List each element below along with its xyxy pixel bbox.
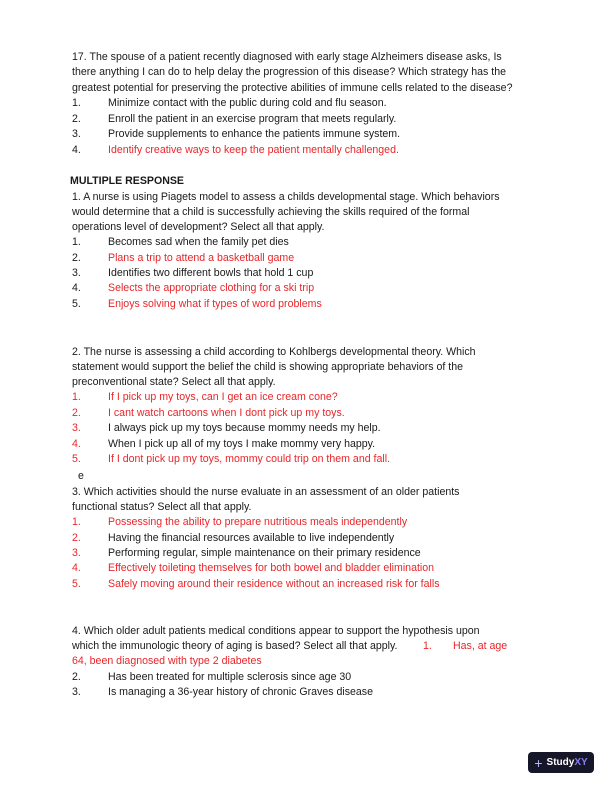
option-text-answer: If I dont pick up my toys, mommy could trip on them and fall.	[108, 453, 391, 465]
section-heading: MULTIPLE RESPONSE	[70, 175, 184, 187]
option-number: 1.	[72, 97, 81, 109]
question-stem: operations level of development? Select all that apply.	[72, 221, 325, 233]
option-number: 1.	[72, 236, 81, 248]
option-number: 2.	[72, 113, 81, 125]
question-stem: would determine that a child is successfully achieving the skills required of the formal	[72, 206, 470, 218]
question-stem: which the immunologic theory of aging is based? Select all that apply.	[72, 640, 398, 652]
option-number: 2.	[72, 252, 81, 264]
option-number: 5.	[72, 298, 81, 310]
question-stem: statement would support the belief the child is showing appropriate behaviors of the	[72, 361, 464, 373]
option-text-answer: Plans a trip to attend a basketball game	[108, 252, 295, 264]
option-text: Identifies two different bowls that hold 1 cup	[108, 267, 314, 279]
option-text-answer: Has, at age	[453, 640, 508, 652]
option-text: Provide supplements to enhance the patients immune system.	[108, 128, 401, 140]
option-number: 4.	[72, 438, 81, 450]
option-text-answer: Safely moving around their residence without an increased risk for falls	[108, 578, 440, 590]
option-text-answer: Identify creative ways to keep the patient mentally challenged.	[108, 144, 399, 156]
brand-text: Study	[546, 757, 575, 768]
option-text: Performing regular, simple maintenance on their primary residence	[108, 547, 421, 559]
option-number: 2.	[72, 532, 81, 544]
question-stem: 17. The spouse of a patient recently diagnosed with early stage Alzheimers disease asks, Is	[72, 51, 502, 63]
option-number: 5.	[72, 578, 81, 590]
option-text-answer: If I pick up my toys, can I get an ice cream cone?	[108, 391, 338, 403]
option-number: 1.	[72, 516, 81, 528]
option-number: 1.	[423, 640, 432, 652]
question-stem: functional status? Select all that apply.	[72, 501, 252, 513]
option-number: 4.	[72, 144, 81, 156]
question-stem: preconventional state? Select all that apply.	[72, 376, 276, 388]
option-text-answer: 64, been diagnosed with type 2 diabetes	[72, 655, 262, 667]
option-text: Becomes sad when the family pet dies	[108, 236, 289, 248]
option-text: Enroll the patient in an exercise program that meets regularly.	[108, 113, 397, 125]
option-text: Minimize contact with the public during cold and flu season.	[108, 97, 387, 109]
option-number: 3.	[72, 267, 81, 279]
option-number: 2.	[72, 671, 81, 683]
option-text: Having the financial resources available to live independently	[108, 532, 395, 544]
option-number: 3.	[72, 422, 81, 434]
option-number: 4.	[72, 282, 81, 294]
option-number: 3.	[72, 547, 81, 559]
option-number: 3.	[72, 686, 81, 698]
option-text: When I pick up all of my toys I make mommy very happy.	[108, 438, 376, 450]
option-text-answer: Effectively toileting themselves for both bowel and bladder elimination	[108, 562, 435, 574]
question-stem: there anything I can do to help delay the progression of this disease? Which strategy has the	[72, 66, 507, 78]
question-stem: 4. Which older adult patients medical conditions appear to support the hypothesis upon	[72, 625, 480, 637]
plus-icon: +	[534, 754, 543, 771]
option-text-answer: Selects the appropriate clothing for a ski trip	[108, 282, 315, 294]
question-stem: 2. The nurse is assessing a child according to Kohlbergs developmental theory. Which	[72, 346, 476, 358]
option-text-answer: Possessing the ability to prepare nutritious meals independently	[108, 516, 408, 528]
option-number: 2.	[72, 407, 81, 419]
option-text: Is managing a 36-year history of chronic Graves disease	[108, 686, 373, 698]
option-text-answer: I cant watch cartoons when I dont pick up my toys.	[108, 407, 345, 419]
stray-text: e	[78, 470, 84, 482]
option-number: 3.	[72, 128, 81, 140]
option-number: 1.	[72, 391, 81, 403]
question-stem: 1. A nurse is using Piagets model to assess a childs developmental stage. Which behaviors	[72, 191, 500, 203]
brand-logo	[547, 757, 588, 768]
question-stem: greatest potential for preserving the protective abilities of immune cells related to the disease?	[72, 82, 513, 94]
brand-text-accent: XY	[574, 757, 588, 768]
question-stem: 3. Which activities should the nurse evaluate in an assessment of an older patients	[72, 486, 460, 498]
option-number: 5.	[72, 453, 81, 465]
option-text-answer: Enjoys solving what if types of word problems	[108, 298, 322, 310]
option-number: 4.	[72, 562, 81, 574]
option-text: I always pick up my toys because mommy needs my help.	[108, 422, 381, 434]
option-text: Has been treated for multiple sclerosis since age 30	[108, 671, 352, 683]
studyxy-badge[interactable]	[528, 752, 594, 773]
